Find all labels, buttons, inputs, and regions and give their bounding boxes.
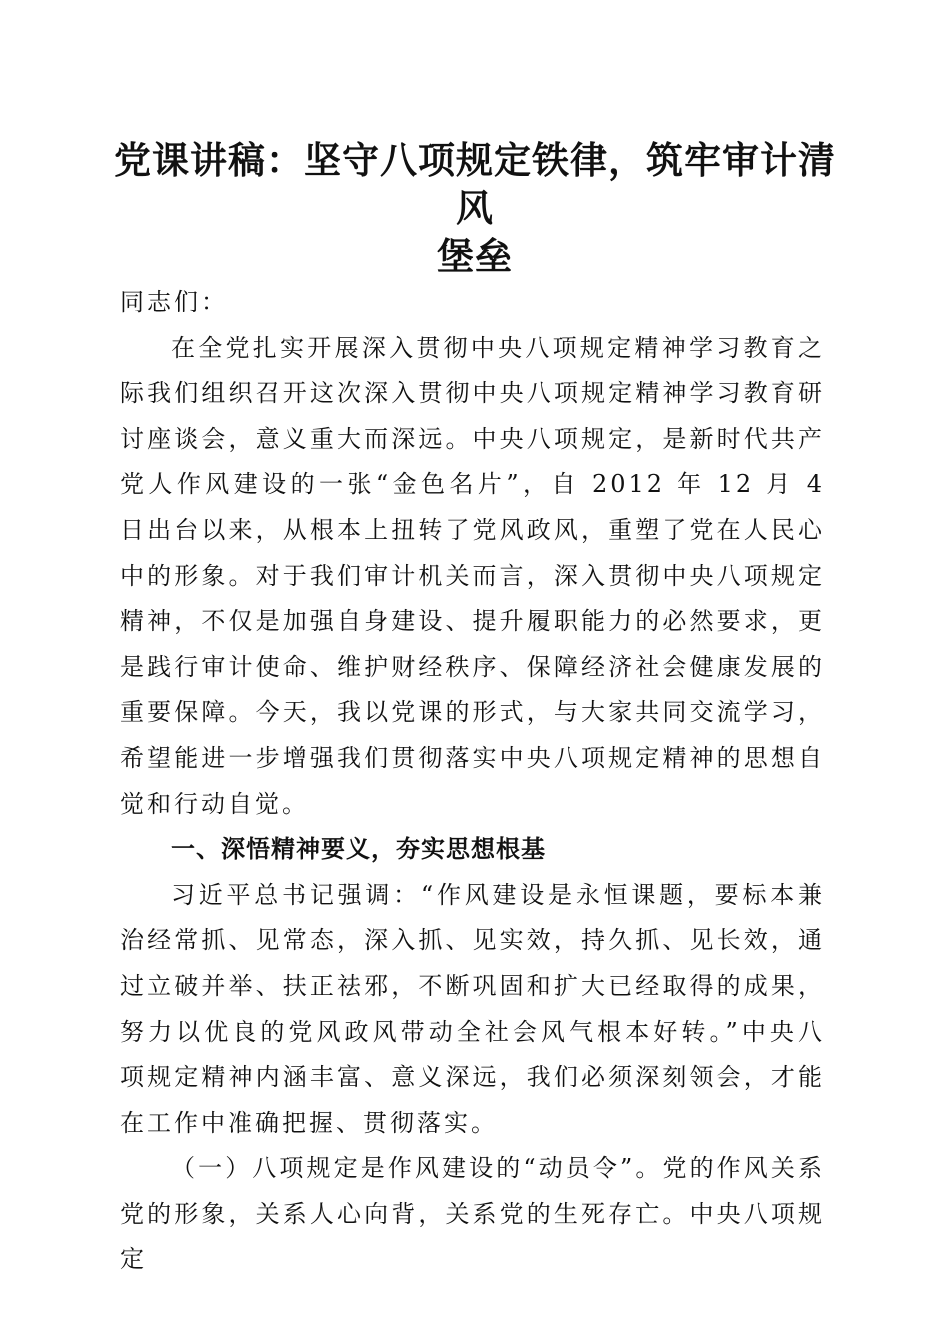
section-heading-1: 一、深悟精神要义，夯实思想根基 <box>171 835 546 864</box>
paragraph-intro: 在全党扎实开展深入贯彻中央八项规定精神学习教育之际我们组织召开这次深入贯彻中央八项规定精神学习教育研讨座谈会，意义重大而深远。中央八项规定，是新时代共产党人作风建设的一张“金色名片”，自 2012 年 12 月 4 日出台以来，从根本上扭转了党风政风，重塑了党在人民心中的形象。对于我们审计机关而言，深入贯彻中央八项规定精神，不仅是加强自身建设、提升履职能力的必然要求，更是践行审计使命、维护财经秩序、保障经济社会健康发展的重要保障。今天，我以党课的形式，与大家共同交流学习，希望能进一步增强我们贯彻落实中央八项规定精神的思想自觉和行动自觉。 <box>120 333 825 818</box>
title-line-1: 党课讲稿：坚守八项规定铁律，筑牢审计清风 <box>114 138 836 230</box>
paragraph-quote: 习近平总书记强调：“作风建设是永恒课题，要标本兼治经常抓、见常态，深入抓、见实效，持久抓、见长效，通过立破并举、扶正祛邪，不断巩固和扩大已经取得的成果，努力以优良的党风政风带动全社会风气根本好转。”中央八项规定精神内涵丰富、意义深远，我们必须深刻领会，才能在工作中准确把握、贯彻落实。 <box>120 880 825 1137</box>
document-body <box>120 280 825 1283</box>
title-line-2: 堡垒 <box>437 234 513 278</box>
salutation: 同志们： <box>120 288 228 316</box>
paragraph-subsection-1: （一）八项规定是作风建设的“动员令”。党的作风关系党的形象，关系人心向背，关系党的生死存亡。中央八项规定 <box>120 1154 825 1274</box>
document-title <box>110 136 840 280</box>
